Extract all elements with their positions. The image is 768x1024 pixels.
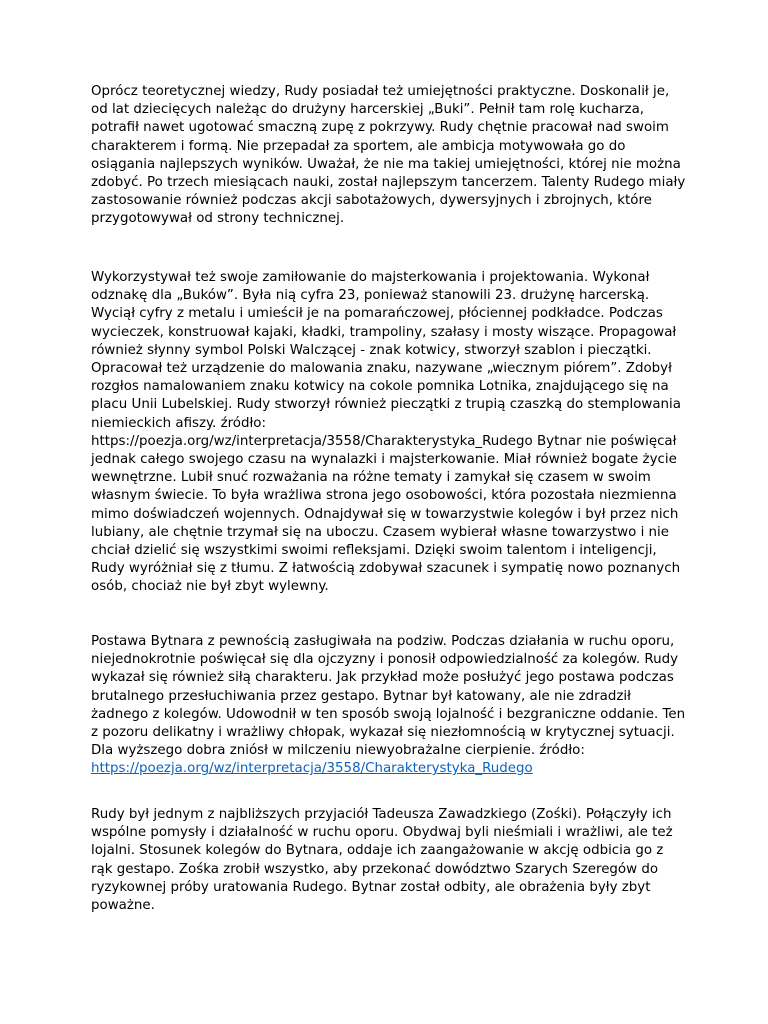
paragraph-skills: Oprócz teoretycznej wiedzy, Rudy posiadał też umiejętności praktyczne. Doskonalił je, od lat dziecięcych należąc do drużyny harcerskiej „Buki”. Pełnił tam rolę kucharza, potrafił nawet ugotować smaczną zupę z pokrzywy. Rudy chętnie pracował nad swoim charakterem i formą. Nie przepadał za sportem, ale ambicja motywowała go do osiągania najlepszych wyników. Uważał, że nie ma takiej umiejętności, której nie można zdobyć. Po trzech miesiącach nauki, został najlepszym tancerzem. Talenty Rudego miały zastosowanie również podczas akcji sabotażowych, dywersyjnych i zbrojnych, które przygotowywał od strony technicznej. [91, 84, 686, 227]
paragraph-attitude-text: Postawa Bytnara z pewnością zasługiwała na podziw. Podczas działania w ruchu oporu, niejednokrotnie poświęcał się dla ojczyzny i ponosił odpowiedzialność za kolegów. Rudy wykazał się również siłą charakteru. Jak przykład może posłużyć jego postawa podczas brutalnego przesłuchiwania przez gestapo. Bytnar był katowany, ale nie zdradził żadnego z kolegów. Udowodnił w ten sposób swoją lojalność i bezgraniczne oddanie. Ten z pozoru delikatny i wrażliwy chłopak, wykazał się niezłomnością w krytycznej sytuacji. Dla wyższego dobra zniósł w milczeniu niewyobrażalne cierpienie. źródło: [91, 634, 686, 759]
paragraph-friendship: Rudy był jednym z najbliższych przyjaciół Tadeusza Zawadzkiego (Zośki). Połączyły ich wspólne pomysły i działalność w ruchu oporu. Obydwaj byli nieśmiali i wrażliwi, ale też lojalni. Stosunek kolegów do Bytnara, oddaje ich zaangażowanie w akcję odbicia go z rąk gestapo. Zośka zrobił wszystko, aby przekonać dowództwo Szarych Szeregów do ryzykownej próby uratowania Rudego. Bytnar został odbity, ale obrażenia były zbyt poważne. [91, 807, 673, 914]
paragraph-attitude [91, 633, 686, 779]
paragraph-projects: Wykorzystywał też swoje zamiłowanie do majsterkowania i projektowania. Wykonał odznakę dla „Buków”. Była nią cyfra 23, ponieważ stanowili 23. drużynę harcerską. Wyciął cyfry z metalu i umieścił je na pomarańczowej, płóciennej podkładce. Podczas wycieczek, konstruował kajaki, kładki, trampoliny, szałasy i mosty wiszące. Propagował również słynny symbol Polski Walczącej - znak kotwicy, stworzył szablon i pieczątki. Opracował też urządzenie do malowania znaku, nazywane „wiecznym piórem”. Zdobył rozgłos namalowaniem znaku kotwicy na cokole pomnika Lotnika, znajdującego się na placu Unii Lubelskiej. Rudy stworzył również pieczątki z trupią czaszką do stemplowania niemieckich afiszy. źródło: https://poezja.org/wz/interpretacja/3558/Charakterystyka_Rudego Bytnar nie poświęcał jednak całego swojego czasu na wynalazki i majsterkowanie. Miał również bogate życie wewnętrzne. Lubił snuć rozważania na różne tematy i zamykał się czasem w swoim własnym świecie. To była wrażliwa strona jego osobowości, która pozostała niezmienna mimo doświadczeń wojennych. Odnajdywał się w towarzystwie kolegów i był przez nich lubiany, ale chętnie trzymał się na uboczu. Czasem wybierał własne towarzystwo i nie chciał dzielić się wszystkimi swoimi refleksjami. Dzięki swoim talentom i inteligencji, Rudy wyróżniał się z tłumu. Z łatwością zdobywał szacunek i sympatię nowo poznanych osób, chociaż nie był zbyt wylewny. [91, 270, 681, 595]
source-link[interactable]: https://poezja.org/wz/interpretacja/3558/Charakterystyka_Rudego [91, 761, 533, 777]
